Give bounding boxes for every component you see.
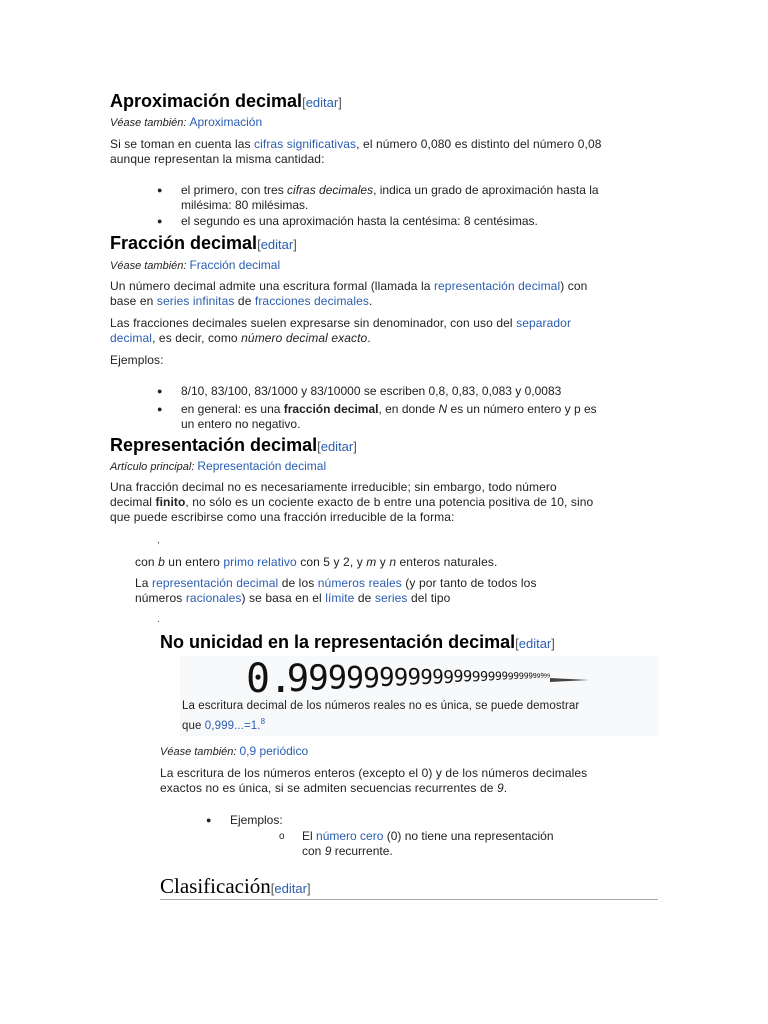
edit-link[interactable]: [editar]: [257, 237, 297, 252]
text: .: [503, 781, 508, 795]
paragraph: [135, 576, 675, 606]
figure-digit: 9: [471, 669, 481, 686]
link-0999-igual-1[interactable]: 0,999...=1.: [204, 719, 261, 732]
text: 8/10, 83/100, 83/1000 y 83/10000 se escriben 0,8, 0,83, 0,083 y 0,0083: [181, 384, 562, 398]
text: un entero no negativo.: [181, 417, 301, 431]
figure-digit: 9: [532, 671, 537, 681]
text: milésima: 80 milésimas.: [181, 198, 309, 212]
main-article: [110, 459, 326, 473]
paragraph: [110, 279, 670, 309]
text: La escritura de los números enteros (excepto el 0) y de los números decimales: [160, 766, 588, 780]
figure-digit: 9: [494, 669, 502, 684]
text: Un número decimal admite una escritura formal (llamada la: [110, 279, 434, 293]
link-representacion-decimal[interactable]: representación decimal: [151, 576, 279, 590]
paragraph: [110, 480, 670, 525]
section-heading-no-unicidad: [160, 632, 555, 653]
heading-text: Fracción decimal: [110, 233, 258, 253]
figure-digit: 9: [543, 673, 548, 680]
see-also: [110, 115, 262, 129]
link-limite[interactable]: límite: [325, 591, 355, 605]
text: fracción decimal: [283, 402, 379, 416]
see-also-label: Véase también:: [110, 260, 187, 272]
text: Ejemplos:: [230, 813, 283, 827]
figure-digit: 9: [487, 668, 496, 684]
see-also-label: Véase también:: [110, 117, 187, 129]
heading-text: Representación decimal: [110, 435, 318, 455]
link-numero-cero[interactable]: número cero: [316, 829, 384, 843]
text: de: [234, 294, 255, 308]
figure-digit: .: [268, 656, 293, 698]
paragraph: [135, 555, 675, 570]
section-heading-representacion: [110, 435, 357, 456]
link-separador-decimal[interactable]: decimal: [110, 331, 153, 345]
figure-digit: 9: [327, 658, 348, 697]
link-series-infinitas[interactable]: series infinitas: [156, 294, 235, 308]
text: , es decir, como: [152, 331, 242, 345]
bullet-icon: ●: [157, 386, 163, 396]
text: es un número entero y p es: [447, 402, 597, 416]
text: número decimal exacto: [241, 331, 368, 345]
text: aunque representan la misma cantidad:: [110, 152, 325, 166]
text: Si se toman en cuenta las: [110, 137, 255, 151]
text: enteros naturales.: [396, 555, 498, 569]
text: El: [302, 829, 317, 843]
text: decimal: [110, 495, 156, 509]
text: que puede escribirse como una fracción irreducible de la forma:: [110, 510, 455, 524]
edit-link[interactable]: [editar]: [302, 95, 342, 110]
text: finito: [155, 495, 186, 509]
link-aproximacion[interactable]: Aproximación: [189, 115, 263, 129]
edit-link-text[interactable]: editar: [260, 237, 294, 252]
link-fraccion-decimal[interactable]: Fracción decimal: [189, 258, 281, 272]
bullet-icon: ●: [206, 815, 212, 825]
text: con 5 y 2, y: [296, 555, 367, 569]
text: 9: [324, 844, 332, 858]
see-also: [160, 744, 308, 758]
see-also: [110, 258, 280, 272]
list-item: [302, 829, 622, 859]
figure-digit: 9: [523, 670, 529, 681]
figure-digit: 9: [547, 673, 551, 680]
section-heading-clasificacion: [160, 874, 311, 899]
list-item: [181, 402, 671, 432]
text: del tipo: [407, 591, 451, 605]
list-item: [181, 214, 671, 229]
figure-digit: 9: [378, 663, 395, 694]
section-divider: [160, 899, 658, 900]
text: Una fracción decimal no es necesariamente irreducible; sin embargo, todo número: [110, 480, 557, 494]
text: con: [302, 844, 325, 858]
text: que: [182, 719, 205, 732]
text: en general: es una: [181, 402, 284, 416]
text: (y por tanto de todos los: [401, 576, 537, 590]
text: con: [135, 555, 159, 569]
text: N: [438, 402, 448, 416]
figure-digit: 9: [536, 671, 541, 680]
text: números: [135, 591, 186, 605]
link-cifras-significativas[interactable]: cifras significativas: [254, 137, 357, 151]
bullet-icon: ●: [157, 185, 163, 195]
text: recurrente.: [331, 844, 393, 858]
link-09-periodico[interactable]: 0,9 periódico: [239, 744, 309, 758]
figure-digit: 9: [462, 667, 473, 686]
see-also-label: Véase también:: [160, 746, 237, 758]
edit-link-text[interactable]: editar: [305, 95, 339, 110]
bullet-icon: ●: [157, 404, 163, 414]
figure-digit: 9: [528, 671, 533, 681]
figure-digit: 9: [432, 665, 444, 689]
text: b: [158, 555, 165, 569]
edit-link-text[interactable]: editar: [518, 636, 552, 651]
figure-digit: 9: [507, 671, 514, 683]
formula-placeholder: ,: [157, 535, 160, 546]
paragraph: [110, 353, 164, 368]
link-representacion-decimal[interactable]: representación decimal: [433, 279, 561, 293]
list-item: [181, 183, 671, 213]
figure-digit: 9: [308, 658, 329, 698]
section-heading-aproximacion: [110, 91, 342, 112]
figure-digit: 9: [513, 671, 520, 683]
link-fracciones-decimales[interactable]: fracciones decimales: [254, 294, 369, 308]
text: n: [389, 555, 397, 569]
list-item: [181, 384, 671, 399]
list-item: [230, 813, 283, 828]
text: .: [368, 294, 373, 308]
figure-digit: 9: [346, 660, 365, 696]
link-representacion-decimal[interactable]: Representación decimal: [197, 459, 327, 473]
text: cifras decimales: [287, 183, 374, 197]
figure-09-periodic: [244, 656, 594, 698]
text: La escritura decimal de los números reales no es única, se puede demostrar: [182, 700, 580, 712]
figure-digit: 9: [420, 664, 433, 689]
figure-tail: [550, 678, 589, 682]
figure-digit: 9: [393, 663, 409, 692]
edit-link[interactable]: [editar]: [515, 636, 555, 651]
link-racionales[interactable]: racionales: [185, 591, 242, 605]
heading-text: Aproximación decimal: [110, 91, 303, 111]
bullet-icon: ●: [157, 216, 163, 226]
text: el segundo es una aproximación hasta la centésima: 8 centésimas.: [181, 214, 538, 228]
text: Ejemplos:: [110, 353, 164, 367]
heading-text: Clasificación: [160, 874, 271, 898]
figure-digit: 9: [407, 664, 421, 691]
text: de los: [278, 576, 318, 590]
text: ) se basa en el: [241, 591, 326, 605]
text: exactos no es única, si se admiten secuencias recurrentes de: [160, 781, 497, 795]
link-primo-relativo[interactable]: primo relativo: [223, 555, 297, 569]
text: La: [135, 576, 152, 590]
section-heading-fraccion: [110, 233, 297, 254]
text: m: [366, 555, 377, 569]
figure-caption: [182, 699, 652, 734]
link-separador-decimal[interactable]: separador: [516, 316, 572, 330]
paragraph: [160, 766, 660, 796]
edit-link[interactable]: [editar]: [270, 881, 311, 896]
reference-link[interactable]: 8: [260, 717, 266, 726]
text: el primero, con tres: [181, 183, 288, 197]
edit-link-text[interactable]: editar: [320, 439, 354, 454]
text: 9: [496, 781, 504, 795]
text: y: [376, 555, 390, 569]
text: base en: [110, 294, 157, 308]
text: , indica un grado de aproximación hasta la: [373, 183, 599, 197]
paragraph: [110, 316, 670, 346]
text: un entero: [164, 555, 224, 569]
text: , no sólo es un cociente exacto de b entre una potencia positiva de 10, sino: [185, 495, 594, 509]
figure-digit: 9: [518, 671, 525, 682]
text: (0) no tiene una representación: [383, 829, 554, 843]
figure-digit: 9: [453, 666, 464, 687]
paragraph: [110, 137, 670, 167]
link-series[interactable]: series: [374, 591, 408, 605]
text: de: [354, 591, 375, 605]
figure-digit: 0: [246, 656, 271, 698]
text: Las fracciones decimales suelen expresarse sin denominador, con uso del: [110, 316, 517, 330]
figure-digit: 9: [540, 672, 544, 680]
formula-placeholder: .: [157, 614, 160, 625]
figure-digit: 9: [480, 668, 489, 685]
figure-digit: 9: [363, 660, 380, 694]
see-also-label: Artículo principal:: [110, 461, 195, 473]
text: .: [367, 331, 371, 345]
figure-digit: 9: [501, 669, 509, 683]
figure-digit: 9: [443, 666, 454, 688]
edit-link[interactable]: [editar]: [317, 439, 357, 454]
link-numeros-reales[interactable]: números reales: [317, 576, 402, 590]
figure-digit: 9: [286, 656, 310, 698]
text: ) con: [560, 279, 588, 293]
text: , el número 0,080 es distinto del número 0,08: [356, 137, 602, 151]
heading-text: No unicidad en la representación decimal: [160, 632, 516, 652]
circle-bullet-icon: o: [279, 831, 285, 842]
edit-link-text[interactable]: editar: [274, 881, 307, 896]
text: , en donde: [378, 402, 439, 416]
